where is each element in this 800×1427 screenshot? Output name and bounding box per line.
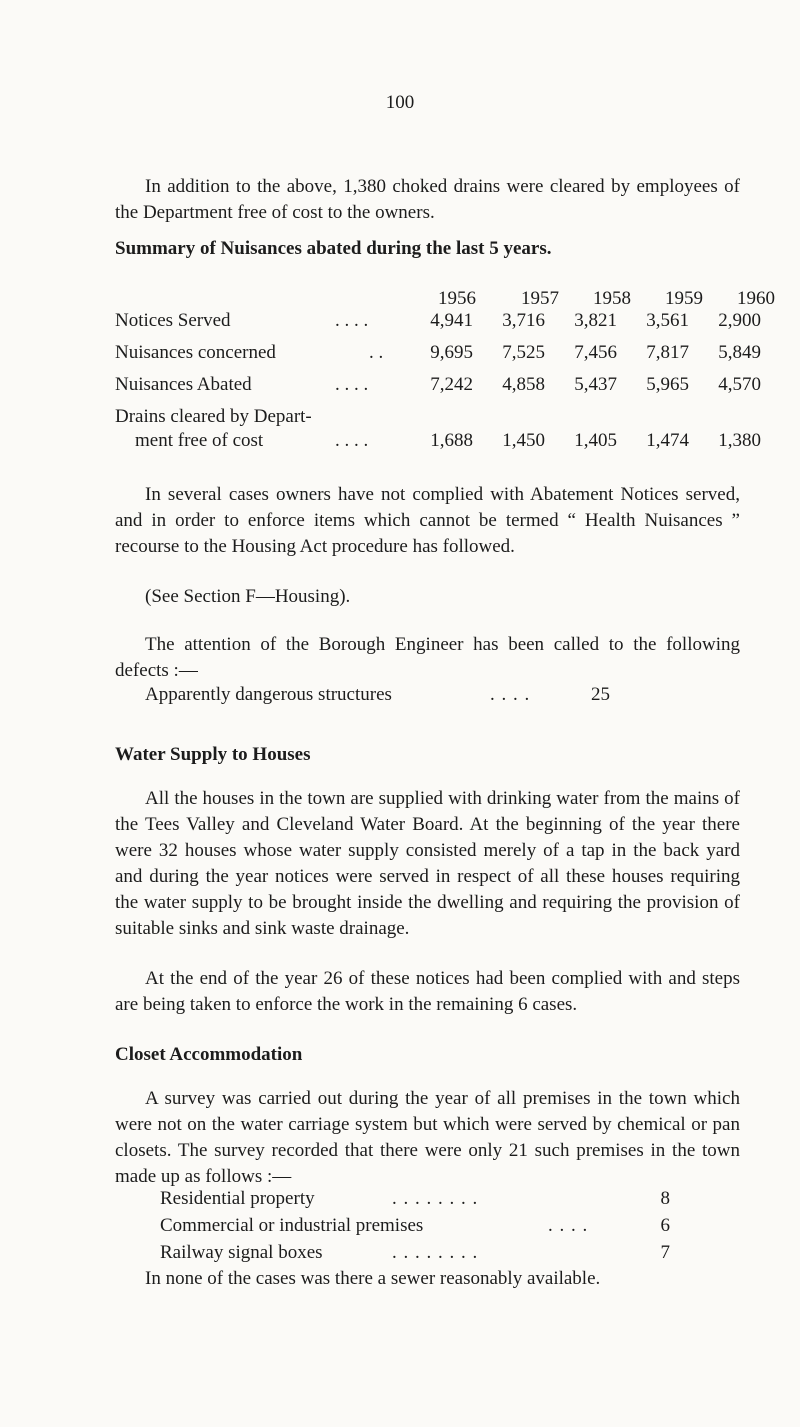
cell-value: 5,965 [646,374,689,395]
cell-value: 2,900 [718,310,761,331]
cell-value: 5,849 [718,342,761,363]
cell-value: 1,450 [502,430,545,451]
row-dots: . . . . [335,430,369,451]
table-row [115,342,761,368]
cell-value: 4,941 [430,310,473,331]
cell-value: 1,474 [646,430,689,451]
list-item [160,1188,670,1215]
premises-dots: . . . . . . . . [392,1188,479,1209]
cell-value: 4,858 [502,374,545,395]
cell-value: 7,242 [430,374,473,395]
list-item [145,684,610,711]
cell-value: 9,695 [430,342,473,363]
year-header: 1956 [438,288,476,309]
borough-engineer-paragraph: The attention of the Borough Engineer has been called to the following defects :— [115,634,740,681]
cell-value: 1,380 [718,430,761,451]
defect-dots: . . . . [490,684,531,705]
summary-heading: Summary of Nuisances abated during the last 5 years. [115,238,552,259]
premises-dots: . . . . . . . . [392,1242,479,1263]
see-section-note: (See Section F—Housing). [145,586,351,607]
abatement-paragraph: In several cases owners have not complied with Abatement Notices served, and in order to enforce items which cannot be termed “ Health Nuisances ” recourse to the Housing Act procedure has followed. [115,484,740,557]
table-row [115,406,761,462]
defect-count: 25 [591,684,610,705]
row-label: Drains cleared by Depart- [115,406,312,427]
premises-count: 6 [660,1215,670,1236]
cell-value: 1,688 [430,430,473,451]
table-row [115,374,761,400]
cell-value: 3,821 [574,310,617,331]
table-row [115,310,761,336]
row-label-continued: ment free of cost [135,430,264,451]
cell-value: 7,817 [646,342,689,363]
row-label: Nuisances Abated [115,374,252,395]
year-header: 1960 [737,288,775,309]
water-supply-paragraph: All the houses in the town are supplied with drinking water from the mains of the Tees Valley and Cleveland Water Board. At the beginning of the year there were 32 houses whose water supply consisted merely of a tap in the back yard and during the year notices were served in respect of all these houses requiring the water supply to be brought inside the dwelling and requiring the provision of suitable sinks and sink waste drainage. [115,788,740,939]
year-header: 1958 [593,288,631,309]
row-dots: . . . . [335,310,369,331]
year-header: 1957 [521,288,559,309]
list-item [160,1242,670,1269]
year-header: 1959 [665,288,703,309]
cell-value: 3,561 [646,310,689,331]
premises-count: 8 [660,1188,670,1209]
cell-value: 4,570 [718,374,761,395]
defect-item [145,684,610,711]
premises-label: Residential property [160,1188,315,1209]
page-number: 100 [385,92,415,113]
premises-count: 7 [660,1242,670,1263]
cell-value: 5,437 [574,374,617,395]
cell-value: 7,525 [502,342,545,363]
water-supply-paragraph-2: At the end of the year 26 of these notices had been complied with and steps are being taken to enforce the work in the remaining 6 cases. [115,968,740,1015]
row-label: Nuisances concerned [115,342,276,363]
defect-label: Apparently dangerous structures [145,684,392,705]
cell-value: 7,456 [574,342,617,363]
premises-dots: . . . . [548,1215,589,1236]
water-supply-heading: Water Supply to Houses [115,744,311,765]
cell-value: 3,716 [502,310,545,331]
closet-heading: Closet Accommodation [115,1044,303,1065]
closet-paragraph: A survey was carried out during the year of all premises in the town which were not on the water carriage system but which were served by chemical or pan closets. The survey recorded that there were only 21 such premises in the town made up as follows :— [115,1088,740,1187]
intro-paragraph: In addition to the above, 1,380 choked drains were cleared by employees of the Department free of cost to the owners. [115,176,740,223]
list-item [160,1215,670,1242]
premises-label: Railway signal boxes [160,1242,323,1263]
row-dots: . . . . [335,374,369,395]
cell-value: 1,405 [574,430,617,451]
row-dots: . . [369,342,384,363]
closing-paragraph: In none of the cases was there a sewer reasonably available. [145,1268,601,1289]
premises-list [160,1188,670,1269]
premises-label: Commercial or industrial premises [160,1215,424,1236]
row-label: Notices Served [115,310,231,331]
